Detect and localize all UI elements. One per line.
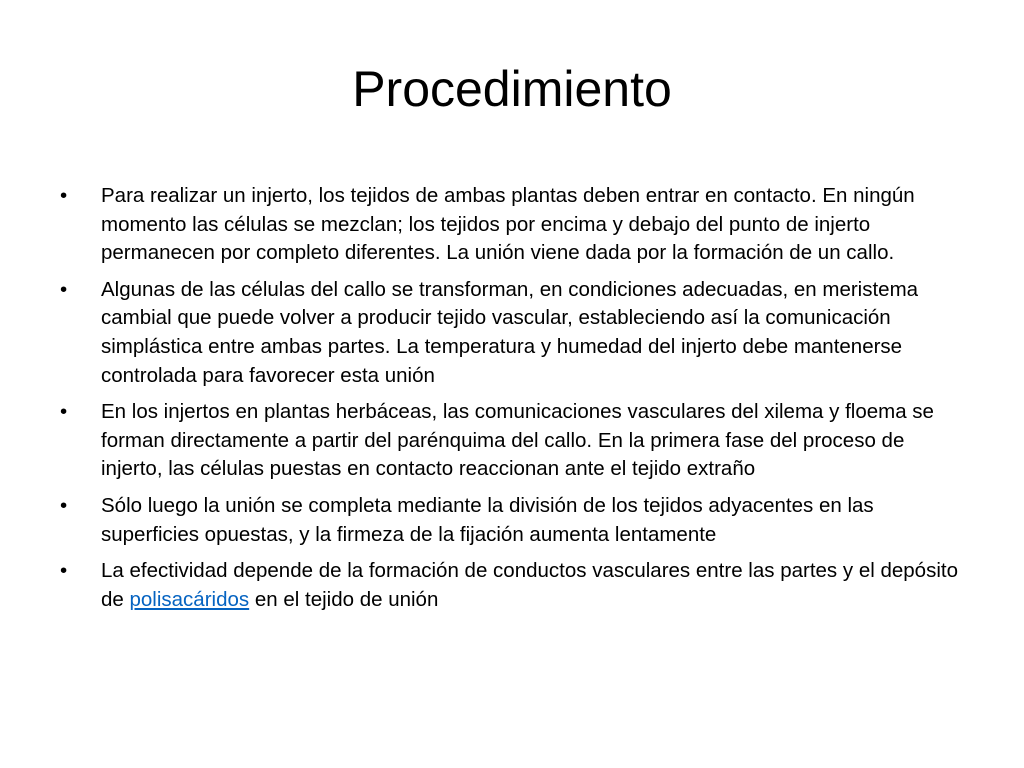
- bullet-icon: •: [60, 184, 68, 207]
- bullet-icon: •: [60, 559, 68, 583]
- bullet-text-before-link: La efectividad depende de la formación de conductos vasculares entre las partes y el depósito de: [101, 559, 958, 611]
- bullet-icon: •: [60, 277, 68, 301]
- bullet-icon: •: [60, 400, 68, 424]
- bullet-text: Sólo luego la unión se completa mediante la división de los tejidos adyacentes en las superficies opuestas, y la firmeza de la fijación aumenta lentamente: [101, 493, 874, 546]
- bullet-item-grafting-contact: [60, 182, 965, 268]
- bullet-text: En los injertos en plantas herbáceas, las comunicaciones vasculares del xilema y floema se forman directamente a partir del parénquima del callo. En la primera fase del proceso de injerto, las células puestas en contacto reaccionan ante el tejido extraño: [101, 400, 934, 481]
- bullet-text: Para realizar un injerto, los tejidos de ambas plantas deben entrar en contacto. En ningún momento las células se mezclan; los tejidos por encima y debajo del punto de injerto permanecen por completo diferentes. La unión viene dada por la formación de un callo.: [101, 184, 915, 265]
- bullet-item-union-completion: [60, 492, 965, 549]
- bullet-icon: •: [60, 493, 68, 517]
- bullet-item-effectiveness: [60, 557, 965, 614]
- slide-title: Procedimiento: [352, 61, 672, 117]
- bullet-text: [101, 559, 958, 611]
- polisacaridos-link[interactable]: polisacáridos: [129, 587, 250, 611]
- bullet-item-callus-cells: [60, 276, 965, 390]
- bullet-list: [60, 182, 965, 622]
- bullet-text: Algunas de las células del callo se transforman, en condiciones adecuadas, en meristema cambial que puede volver a producir tejido vascular, estableciendo así la comunicación simplástica entre ambas partes. La temperatura y humedad del injerto debe mantenerse controlada para favorecer esta unión: [101, 277, 919, 387]
- bullet-item-herbaceous-grafts: [60, 398, 965, 484]
- bullet-text-after-link: en el tejido de unión: [249, 587, 439, 611]
